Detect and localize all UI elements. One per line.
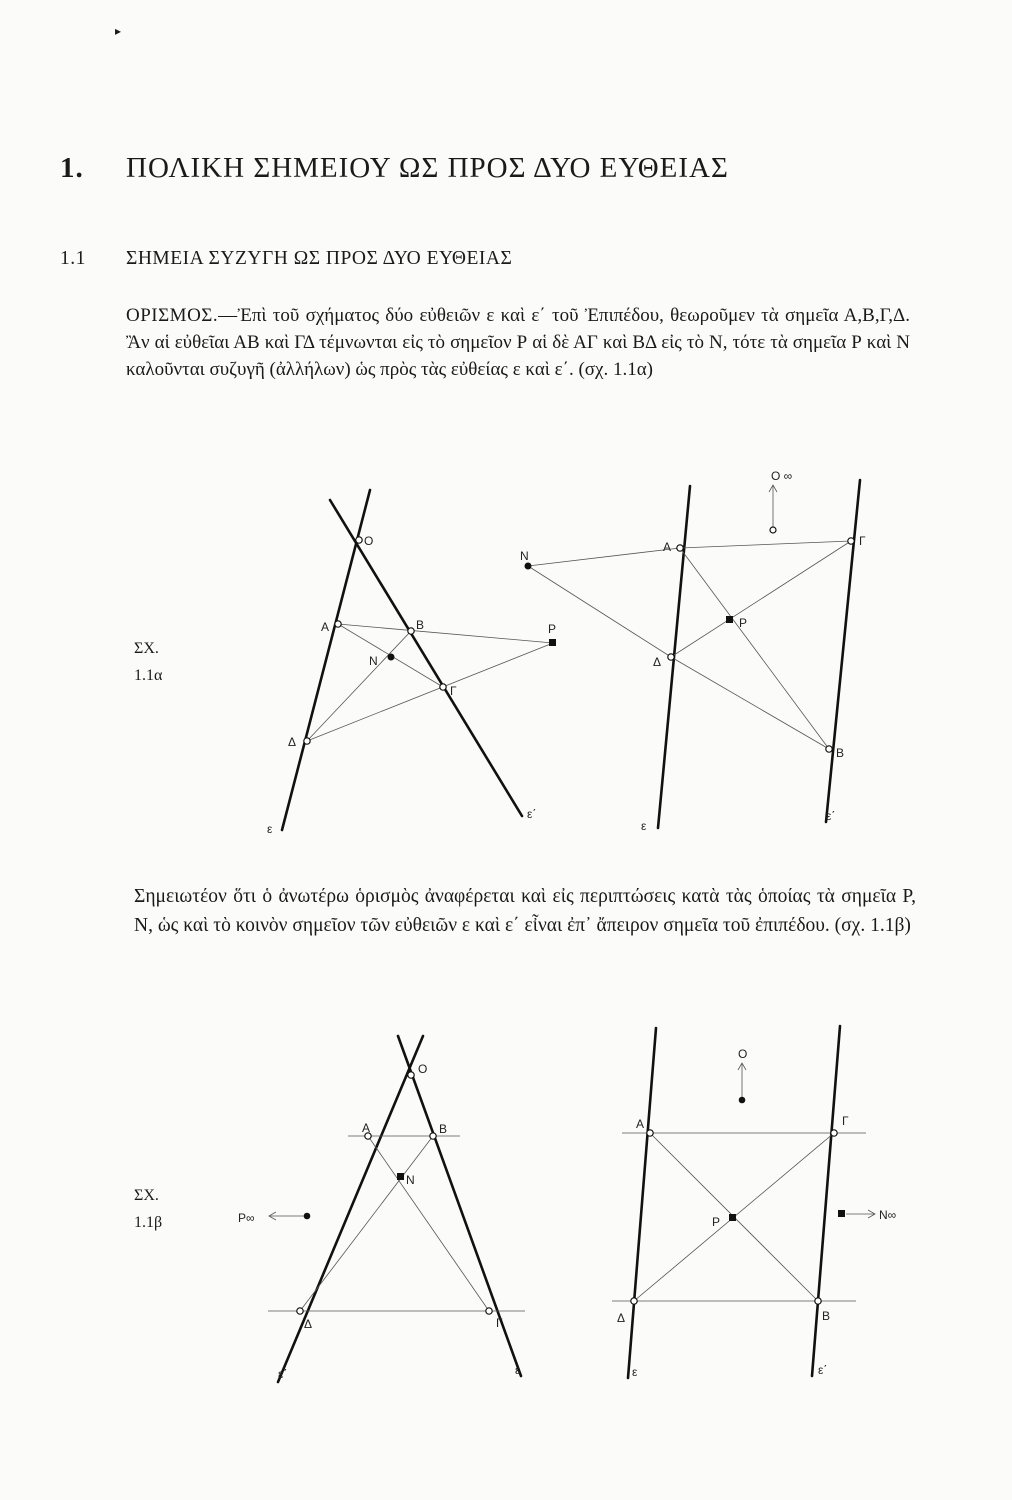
label-e: ε bbox=[641, 819, 647, 833]
figure2-caption-number: 1.1β bbox=[134, 1214, 163, 1231]
label-G: Γ bbox=[450, 684, 457, 698]
label-e: ε bbox=[515, 1363, 521, 1377]
label-e-prime: ε΄ bbox=[527, 807, 537, 821]
page-mark: ▸ bbox=[115, 24, 122, 38]
definition-text: Ἐπὶ τοῦ σχήματος δύο εὐθειῶν ε καὶ ε΄ τοῦ Ἐπιπέδου, θεωροῦμεν τὰ σημεῖα Α,Β,Γ,Δ. Ἂν αἱ εὐθεῖαι ΑΒ καὶ ΓΔ τέμνωνται εἰς τὸ σημεῖον Ρ αἱ δὲ ΑΓ καὶ ΒΔ εἰς τὸ Ν, τότε τὰ σημεῖα Ρ καὶ Ν καλοῦνται συζυγῆ (ἀλλήλων) ὡς πρὸς τὰς εὐθείας ε καὶ ε΄. (σχ. 1.1α) bbox=[126, 305, 910, 380]
label-e-prime: ε΄ bbox=[826, 809, 836, 823]
line-e-prime bbox=[812, 1026, 840, 1376]
label-G: Γ bbox=[842, 1114, 849, 1128]
point-O-top bbox=[739, 1097, 746, 1104]
label-P: P bbox=[712, 1215, 721, 1229]
label-B: B bbox=[822, 1309, 831, 1323]
section-title: ΣΗΜΕΙΑ ΣΥΖΥΓΗ ΩΣ ΠΡΟΣ ΔΥΟ ΕΥΘΕΙΑΣ bbox=[126, 248, 513, 269]
label-G: Γ bbox=[859, 534, 866, 548]
label-A: A bbox=[663, 540, 672, 554]
label-A: A bbox=[636, 1117, 645, 1131]
label-P: P bbox=[739, 616, 748, 630]
label-P: P bbox=[548, 622, 557, 636]
label-e-prime: ε΄ bbox=[818, 1363, 828, 1377]
label-N: N bbox=[369, 654, 378, 668]
point-G bbox=[831, 1130, 837, 1136]
point-B bbox=[815, 1298, 821, 1304]
note-paragraph: Σημειωτέον ὅτι ὁ ἀνωτέρω ὁρισμὸς ἀναφέρεται καὶ εἰς περιπτώσεις κατὰ τὰς ὁποίας τὰ σημεῖα Ρ, Ν, ὡς καὶ τὸ κοινὸν σημεῖον τῶν εὐθειῶν ε καὶ ε΄ εἶναι ἐπ᾽ ἄπειρον σημεῖα τοῦ ἐπιπέδου. (σχ. 1.1β) bbox=[134, 886, 916, 936]
section-number: 1.1 bbox=[60, 248, 86, 269]
label-N: N bbox=[520, 549, 529, 563]
label-O: O bbox=[738, 1047, 748, 1061]
label-A: A bbox=[321, 620, 330, 634]
label-e: ε bbox=[632, 1365, 638, 1379]
label-e: ε bbox=[267, 822, 273, 836]
label-Oinf: O ∞ bbox=[771, 469, 793, 483]
point-Ninf bbox=[838, 1210, 845, 1217]
label-A: A bbox=[362, 1121, 371, 1135]
label-O: O bbox=[364, 534, 374, 548]
label-D: Δ bbox=[653, 655, 662, 669]
label-D: Δ bbox=[617, 1311, 626, 1325]
figure1-caption-number: 1.1α bbox=[134, 667, 163, 684]
chapter-title: ΠΟΛΙΚΗ ΣΗΜΕΙΟΥ ΩΣ ΠΡΟΣ ΔΥΟ ΕΥΘΕΙΑΣ bbox=[126, 152, 729, 184]
figure1-caption-label: ΣΧ. bbox=[134, 640, 159, 657]
label-B: B bbox=[836, 746, 845, 760]
point-D bbox=[631, 1298, 637, 1304]
label-e-prime: ε΄ bbox=[278, 1367, 288, 1381]
figure2-caption-label: ΣΧ. bbox=[134, 1187, 159, 1204]
label-Ninf: N∞ bbox=[879, 1208, 897, 1222]
line-e bbox=[628, 1028, 656, 1378]
point-A bbox=[647, 1130, 653, 1136]
label-D: Δ bbox=[304, 1317, 313, 1331]
point-P bbox=[729, 1214, 736, 1221]
label-B: B bbox=[416, 618, 425, 632]
label-D: Δ bbox=[288, 735, 297, 749]
label-G: Γ bbox=[496, 1316, 503, 1330]
label-Pinf: P∞ bbox=[238, 1211, 255, 1225]
label-B: B bbox=[439, 1122, 448, 1136]
chapter-number: 1. bbox=[60, 152, 84, 184]
label-O: O bbox=[418, 1062, 428, 1076]
definition-lead: ΟΡΙΣΜΟΣ.— bbox=[126, 305, 238, 326]
label-N: N bbox=[406, 1173, 415, 1187]
